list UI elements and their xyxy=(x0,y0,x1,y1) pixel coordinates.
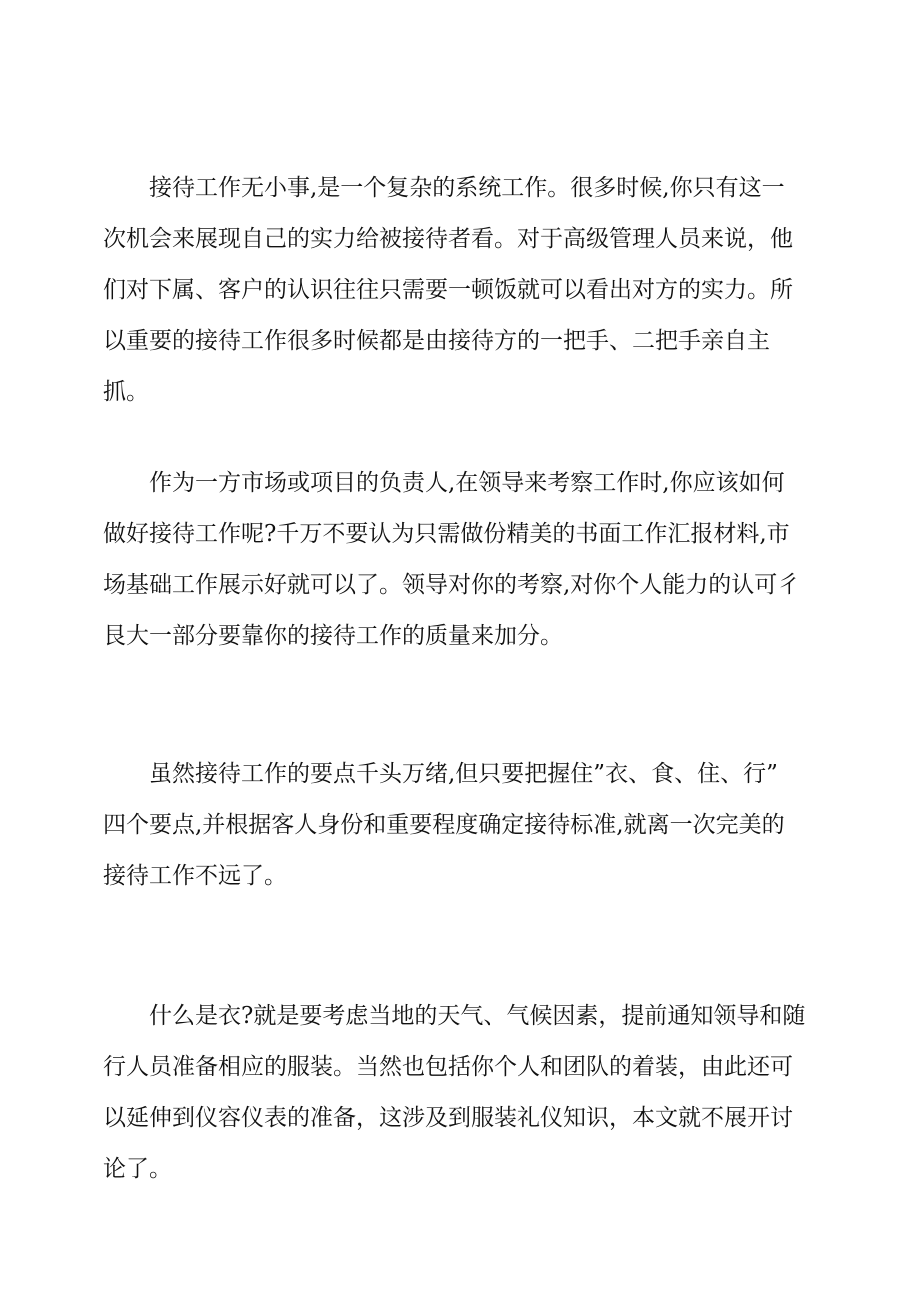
paragraph-line: 次机会来展现自己的实力给被接待者看。对于高级管理人员来说，他 xyxy=(103,226,793,252)
paragraph-line: 行人员准备相应的服装。当然也包括你个人和团队的着装，由此还可 xyxy=(103,1054,793,1080)
paragraph-line: 以延伸到仪容仪表的准备，这涉及到服装礼仪知识，本文就不展开讨 xyxy=(103,1105,793,1131)
paragraph-line: 以重要的接待工作很多时候都是由接待方的一把手、二把手亲自主 xyxy=(103,328,770,354)
paragraph-reception-intro xyxy=(103,163,803,418)
paragraph-line: 艮大一部分要靠你的接待工作的质量来加分。 xyxy=(103,623,563,649)
paragraph-line: 作为一方市场或项目的负责人,在领导来考察工作时,你应该如何 xyxy=(103,470,785,496)
paragraph-line: 们对下属、客户的认识往往只需要一顿饭就可以看出对方的实力。所 xyxy=(103,277,793,303)
paragraph-line: 接待工作无小事,是一个复杂的系统工作。很多时候,你只有这一 xyxy=(103,175,785,201)
paragraph-line: 接待工作不远了。 xyxy=(103,863,287,889)
paragraph-clothing xyxy=(103,991,806,1195)
paragraph-line: 场基础工作展示好就可以了。领导对你的考察,对你个人能力的认可彳 xyxy=(103,572,801,598)
paragraph-line: 做好接待工作呢?千万不要认为只需做份精美的书面工作汇报材料,市 xyxy=(103,521,790,547)
paragraph-project-leader xyxy=(103,458,803,662)
paragraph-line: 什么是衣?就是要考虑当地的天气、气候因素，提前通知领导和随 xyxy=(103,1003,806,1029)
paragraph-four-points xyxy=(103,749,803,902)
paragraph-line: 论了。 xyxy=(103,1156,172,1182)
paragraph-line: 四个要点,并根据客人身份和重要程度确定接待标准,就离一次完美的 xyxy=(103,812,785,838)
paragraph-line: 虽然接待工作的要点千头万绪,但只要把握住”衣、食、住、行” xyxy=(103,761,778,787)
paragraph-line: 抓。 xyxy=(103,379,149,405)
